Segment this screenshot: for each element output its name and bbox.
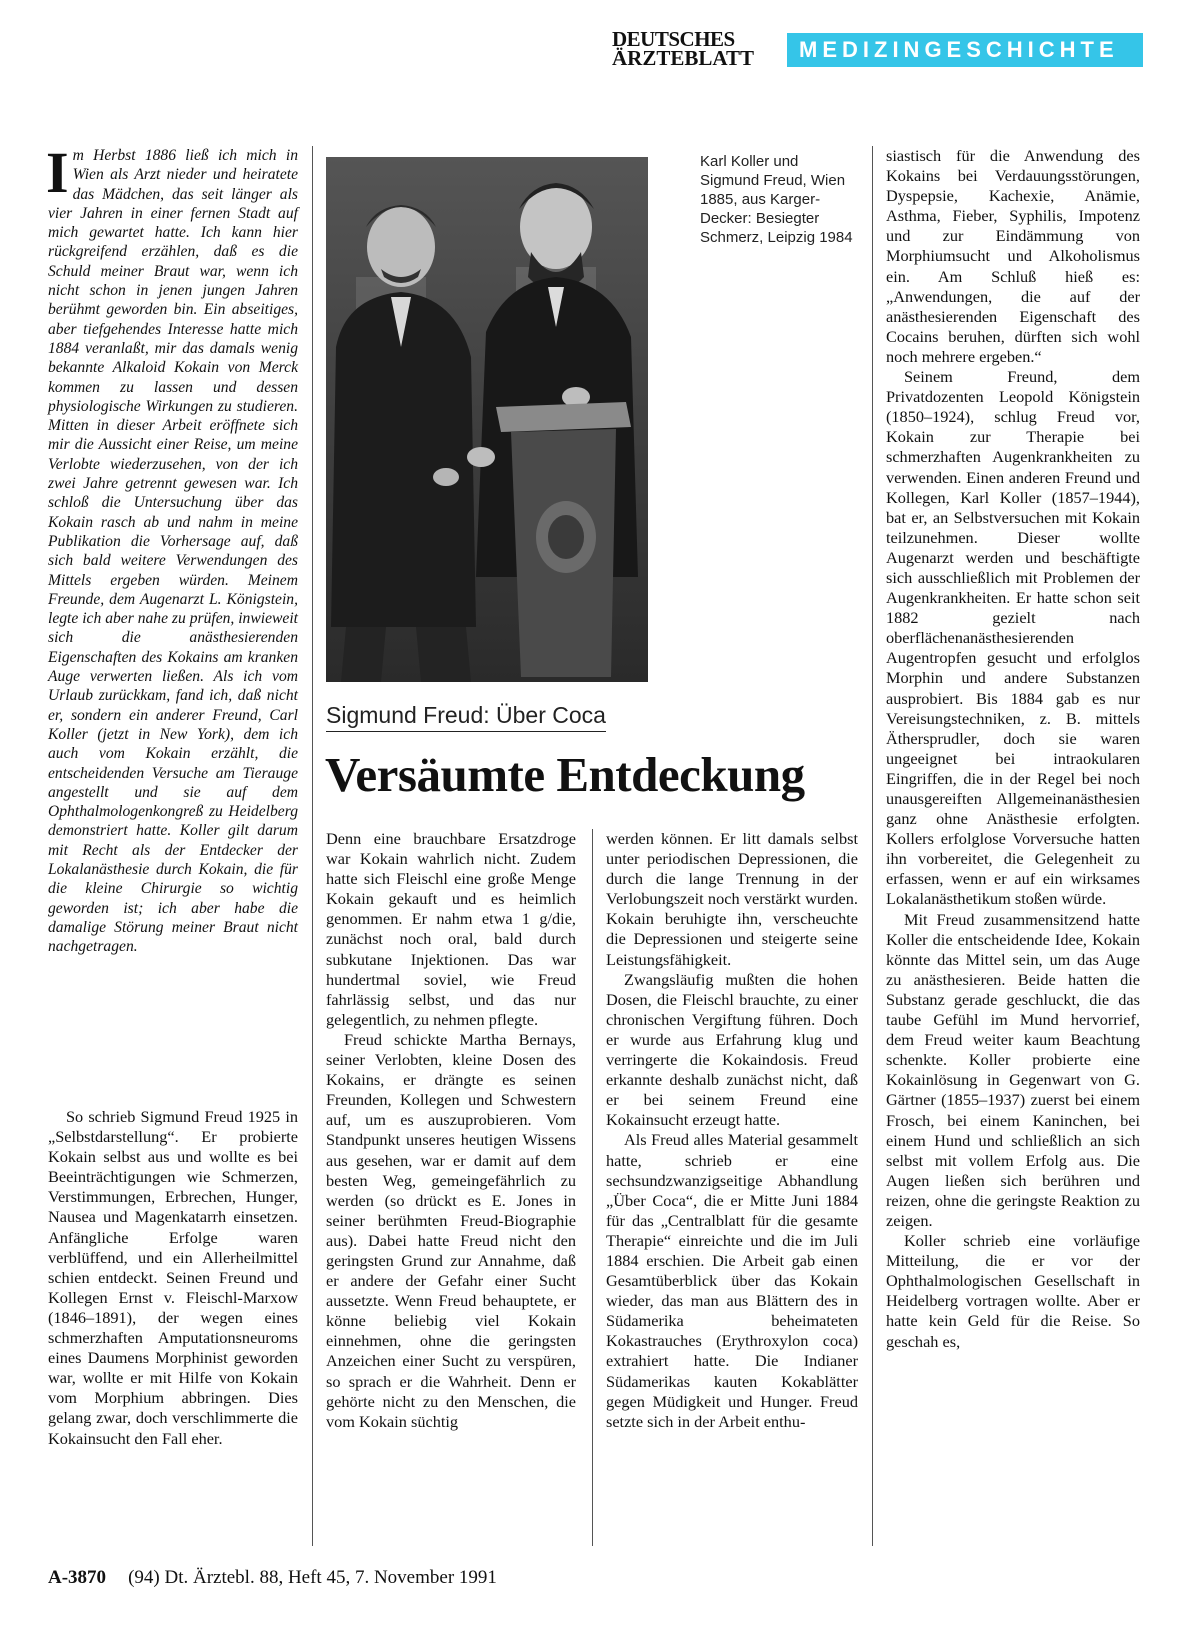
paragraph: Zwangsläufig mußten die hohen Dosen, die Fleischl brauchte, zu einer chronischen Vergiftung führen. Doch er wurde aus Erfahrung klug und verringerte die Kokaindosis. Freud erkannte deshalb zunächst nicht, daß er bei seinem Freund eine Kokainsucht erzeugt hatte.: [606, 969, 858, 1130]
photo-illustration: [326, 157, 648, 682]
photo-caption: Karl Koller und Sigmund Freud, Wien 1885, aus Karger-Decker: Besiegter Schmerz, Leipzig 1984: [700, 153, 853, 246]
paragraph: So schrieb Sigmund Freud 1925 in „Selbstdarstellung“. Er probierte Kokain selbst aus und wollte es bei Beeinträchtigungen wie Schmerzen, Verstimmungen, Erbrechen, Hunger, Nausea und Magenkatarrh einsetzen. Anfängliche Erfolge waren verblüffend, und ein Allerheilmittel schien entdeckt. Seinen Freund und Kollegen Ernst v. Fleischl-Marxow (1846–1891), der wegen eines schmerzhaften Amputationsneuroms eines Daumens Morphinist geworden war, wollte er mit Hilfe von Kokain vom Morphium abbringen. Dies gelang zwar, doch verschlimmerte die Kokainsucht den Fall eher.: [48, 1107, 298, 1448]
article-headline: Versäumte Entdeckung: [325, 747, 805, 802]
section-label: MEDIZINGESCHICHTE: [787, 33, 1143, 67]
page-footer: [48, 1567, 497, 1589]
paragraph: Denn eine brauchbare Ersatzdroge war Kokain wahrlich nicht. Zudem hatte sich Fleischl eine große Menge Kokain gekauft und es heimlich genommen. Er nahm etwa 1 g/die, zunächst noch oral, bald durch subkutane Injektionen. Das war hundertmal soviel, wie Freud fahrlässig selbst, und das nur gelegentlich, zu nehmen pflegte.: [326, 829, 576, 1029]
masthead-logo: [612, 27, 772, 70]
paragraph: Mit Freud zusammensitzend hatte Koller die entscheidende Idee, Kokain könnte das Mittel sein, um das Auge zu anästhesieren. Beide hatten die Substanz gerade geschluckt, die das taube Gefühl im Mund hervorrief, dem Freud weiter kaum Beachtung schenkte. Koller probierte eine Kokainlösung in Gegenwart von G. Gärtner (1855–1937) zuerst bei einem Frosch, bei einem Kaninchen, bei einem Hund und schließlich an sich selbst mit vollem Erfolg aus. Die Augen ließen sich berühren und reizen, ohne die geringste Reaktion zu zeigen.: [886, 909, 1140, 1230]
citation: (94) Dt. Ärztebl. 88, Heft 45, 7. November 1991: [128, 1567, 497, 1588]
dropcap: I: [46, 140, 69, 205]
column-c: [606, 829, 858, 1432]
paragraph: werden können. Er litt damals selbst unter periodischen Depressionen, die durch die lange Trennung in der Verlobungszeit noch verstärkt wurden. Kokain beruhigte ihn, verscheuchte die Depressionen und steigerte seine Leistungsfähigkeit.: [606, 829, 858, 969]
article-kicker: Sigmund Freud: Über Coca: [326, 702, 606, 732]
paragraph: Freud schickte Martha Bernays, seiner Verlobten, kleine Dosen des Kokains, er drängte es seinen Freunden, Kollegen und Schwestern auf, um es auszuprobieren. Vom Standpunkt unseres heutigen Wissens aus gesehen, war er damit auf dem besten Weg, gemeingefährlich zu werden (so drückt es E. Jones in seiner berühmten Freud-Biographie aus). Dabei hatte Freud nicht den geringsten Grund zur Annahme, daß er andere der Gefahr einer Sucht aussetzte. Wenn Freud behauptete, er könne beliebig viel Kokain einnehmen, ohne die geringsten Anzeichen einer Sucht zu verspüren, so sprach er die Wahrheit. Denn er gehörte nicht zu den Menschen, die vom Kokain süchtig: [326, 1029, 576, 1431]
masthead-line2: ÄRZTEBLATT: [612, 46, 754, 70]
column-rule: [312, 146, 313, 1546]
column-rule: [592, 829, 593, 1546]
page-code: A-3870: [48, 1567, 107, 1588]
portrait-photo: [326, 157, 648, 682]
paragraph: Koller schrieb eine vorläufige Mitteilung, die er vor der Ophthalmologischen Gesellschaft in Heidelberg vortragen wollte. Aber er hatte kein Geld für die Reise. So geschah es,: [886, 1231, 1140, 1351]
intro-text: m Herbst 1886 ließ ich mich in Wien als Arzt nieder und heiratete das Mädchen, das seit länger als vier Jahren in einer fernen Stadt auf mich gewartet hatte. Ich kann hier rückgreifend erzählen, daß es die Schuld meiner Braut war, wenn ich nicht schon in jenen jungen Jahren berühmt geworden bin. Ein abseitiges, aber tiefgehendes Interesse hatte mich 1884 veranlaßt, mir das damals wenig bekannte Alkaloid Kokain von Merck kommen zu lassen und dessen physiologische Wirkungen zu studieren. Mitten in dieser Arbeit eröffnete sich mir die Aussicht einer Reise, um meine Verlobte wiederzusehen, von der ich zwei Jahre getrennt gewesen war. Ich schloß die Untersuchung über das Kokain rasch ab und nahm in meine Publikation die Vorhersage auf, daß sich bald weitere Verwendungen des Mittels ergeben würden. Meinem Freunde, dem Augenarzt L. Königstein, legte ich aber nahe zu prüfen, inwieweit sich die anästhesierenden Eigenschaften des Kokains am kranken Auge verwerten ließen. Als ich vom Urlaub zurückkam, fand ich, daß nicht er, sondern ein anderer Freund, Carl Koller (jetzt in New York), dem ich auch vom Kokain erzählt, die entscheidenden Versuche am Tierauge angestellt und sie auf dem Ophthalmologenkongreß zu Heidelberg demonstriert hatte. Koller gilt darum mit Recht als der Entdecker der Lokalanästhesie durch Kokain, die für die kleine Chirurgie so wichtig geworden ist; ich aber habe die damalige Störung meiner Braut nicht nachgetragen.: [48, 147, 298, 956]
intro-quote: [46, 140, 298, 956]
column-b: [326, 829, 576, 1432]
paragraph: siastisch für die Anwendung des Kokains bei Verdauungsstörungen, Dyspepsie, Kachexie, Anämie, Asthma, Fieber, Syphilis, Impotenz und zur Eindämmung von Morphiumsucht und Alkoholismus ein. Am Schluß hieß es: „Anwendungen, die auf der anästhesierenden Eigenschaft des Cocains beruhen, dürften sich wohl noch mehrere ergeben.“: [886, 146, 1140, 366]
paragraph: Seinem Freund, dem Privatdozenten Leopold Königstein (1850–1924), schlug Freud vor, Kokain zur Therapie bei schmerzhaften Augenkrankheiten zu verwenden. Einen anderen Freund und Kollegen, Karl Koller (1857–1944), bat er, an Selbstversuchen mit Kokain teilzunehmen. Dieser wollte Augenarzt werden und beschäftigte sich ausschließlich mit Problemen der Augenkrankheiten. Er hatte schon seit 1882 gezielt nach oberflächenanästhesierenden Augentropfen gesucht und erfolglos Morphin und andere Substanzen ausprobiert. Bis 1884 gab es nur Vereisungstechniken, z. B. mittels Äthersprudler, doch sie waren ungeeignet bei intraokularen Eingriffen, die in der Regel bei noch unausgereiften Allgemeinanästhesien ganz ohne Anästhesie erfolgten. Kollers erfolglose Vorversuche hatten ihn vorbereitet, die Gelegenheit zu erfassen, wenn er auf ein wirksames Lokalanästhetikum stoßen würde.: [886, 367, 1140, 909]
column-rule: [872, 146, 873, 1546]
column-a: [48, 1107, 298, 1449]
masthead-line1: DEUTSCHES: [612, 27, 735, 51]
paragraph: Als Freud alles Material gesammelt hatte, schrieb er eine sechsundzwanzigseitige Abhandlung „Über Coca“, die er Mitte Juni 1884 für das „Centralblatt für die gesamte Therapie“ einreichte und die im Juli 1884 erschien. Die Arbeit gab einen Gesamtüberblick über das Kokain wieder, das man aus Blättern des in Südamerika beheimateten Kokastrauches (Erythroxylon coca) extrahiert hatte. Die Indianer Südamerikas kauten Kokablätter gegen Müdigkeit und Hunger. Freud setzte sich in der Arbeit enthu-: [606, 1130, 858, 1431]
column-d: [886, 146, 1140, 1352]
